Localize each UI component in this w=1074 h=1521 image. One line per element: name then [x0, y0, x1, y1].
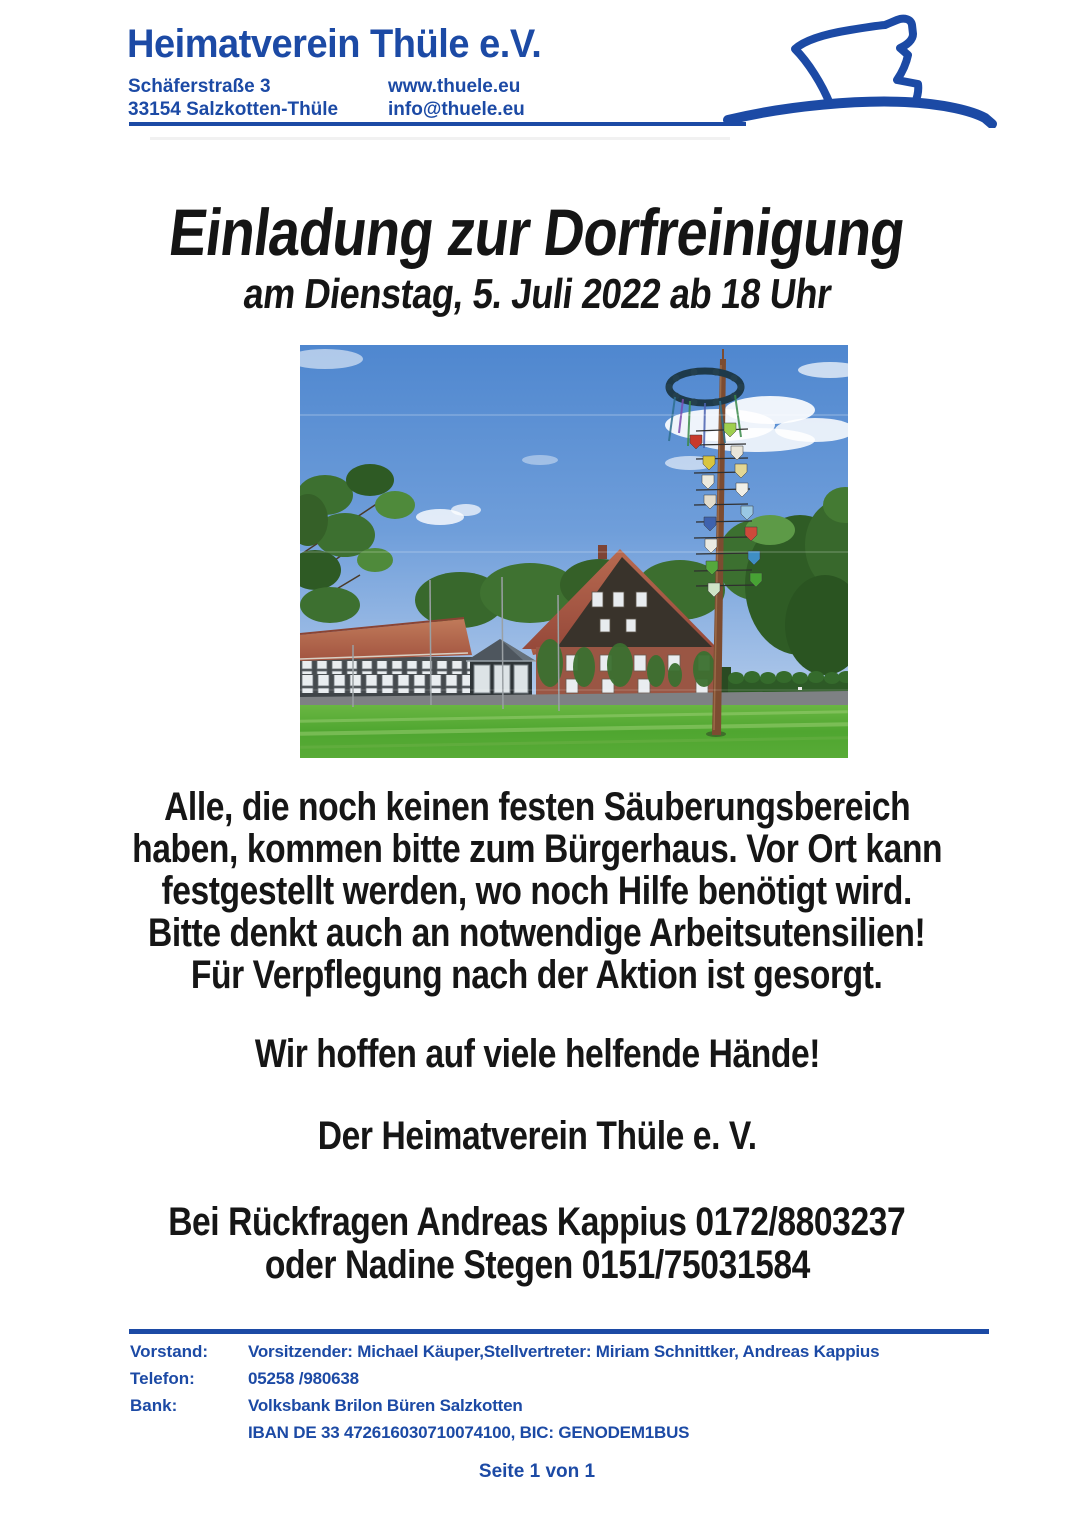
footer-value: Volksbank Brilon Büren Salzkotten — [248, 1396, 523, 1415]
faint-scan-line — [150, 137, 730, 140]
footer-row-vorstand — [0, 1342, 1074, 1369]
org-name: Heimatverein Thüle e.V. — [127, 22, 542, 66]
page-subtitle: am Dienstag, 5. Juli 2022 ab 18 Uhr — [240, 270, 834, 317]
address-street: Schäferstraße 3 — [128, 76, 271, 97]
body-line: festgestellt werden, wo noch Hilfe benötigt wird. — [161, 869, 913, 913]
footer-value: IBAN DE 33 472616030710074100, BIC: GENODEM1BUS — [248, 1423, 690, 1442]
footer-label: Vorstand: — [130, 1342, 209, 1361]
footer-row-bank — [0, 1396, 1074, 1423]
page-title: Einladung zur Dorfreinigung — [165, 195, 909, 269]
website-text: www.thuele.eu — [388, 76, 521, 97]
header-rule — [129, 122, 746, 126]
footer-row-iban — [0, 1423, 1074, 1450]
buergerhaus-maibaum-photo — [300, 345, 848, 758]
closing-signature: Der Heimatverein Thüle e. V. — [317, 1114, 757, 1158]
contact-line: Bei Rückfragen Andreas Kappius 0172/8803237 — [168, 1200, 906, 1244]
page-indicator: Seite 1 von 1 — [478, 1461, 596, 1482]
footer-label: Bank: — [130, 1396, 178, 1415]
body-line: Bitte denkt auch an notwendige Arbeitsutensilien! — [148, 911, 926, 955]
footer-rule — [129, 1329, 989, 1334]
footer-label: Telefon: — [130, 1369, 195, 1388]
contact-line: oder Nadine Stegen 0151/75031584 — [264, 1243, 810, 1287]
footer-value: Vorsitzender: Michael Käuper,Stellvertreter: Miriam Schnittker, Andreas Kappius — [248, 1342, 880, 1361]
email-text: info@thuele.eu — [388, 99, 525, 120]
body-line: haben, kommen bitte zum Bürgerhaus. Vor Ort kann — [131, 827, 943, 871]
footer-row-telefon — [0, 1369, 1074, 1396]
closing-appeal: Wir hoffen auf viele helfende Hände! — [254, 1032, 820, 1076]
footer-value: 05258 /980638 — [248, 1369, 359, 1388]
thuele-sketch-logo-icon — [710, 4, 1000, 128]
address-city: 33154 Salzkotten-Thüle — [128, 99, 339, 120]
body-line: Alle, die noch keinen festen Säuberungsbereich — [163, 785, 911, 829]
body-line: Für Verpflegung nach der Aktion ist gesorgt. — [191, 953, 883, 997]
